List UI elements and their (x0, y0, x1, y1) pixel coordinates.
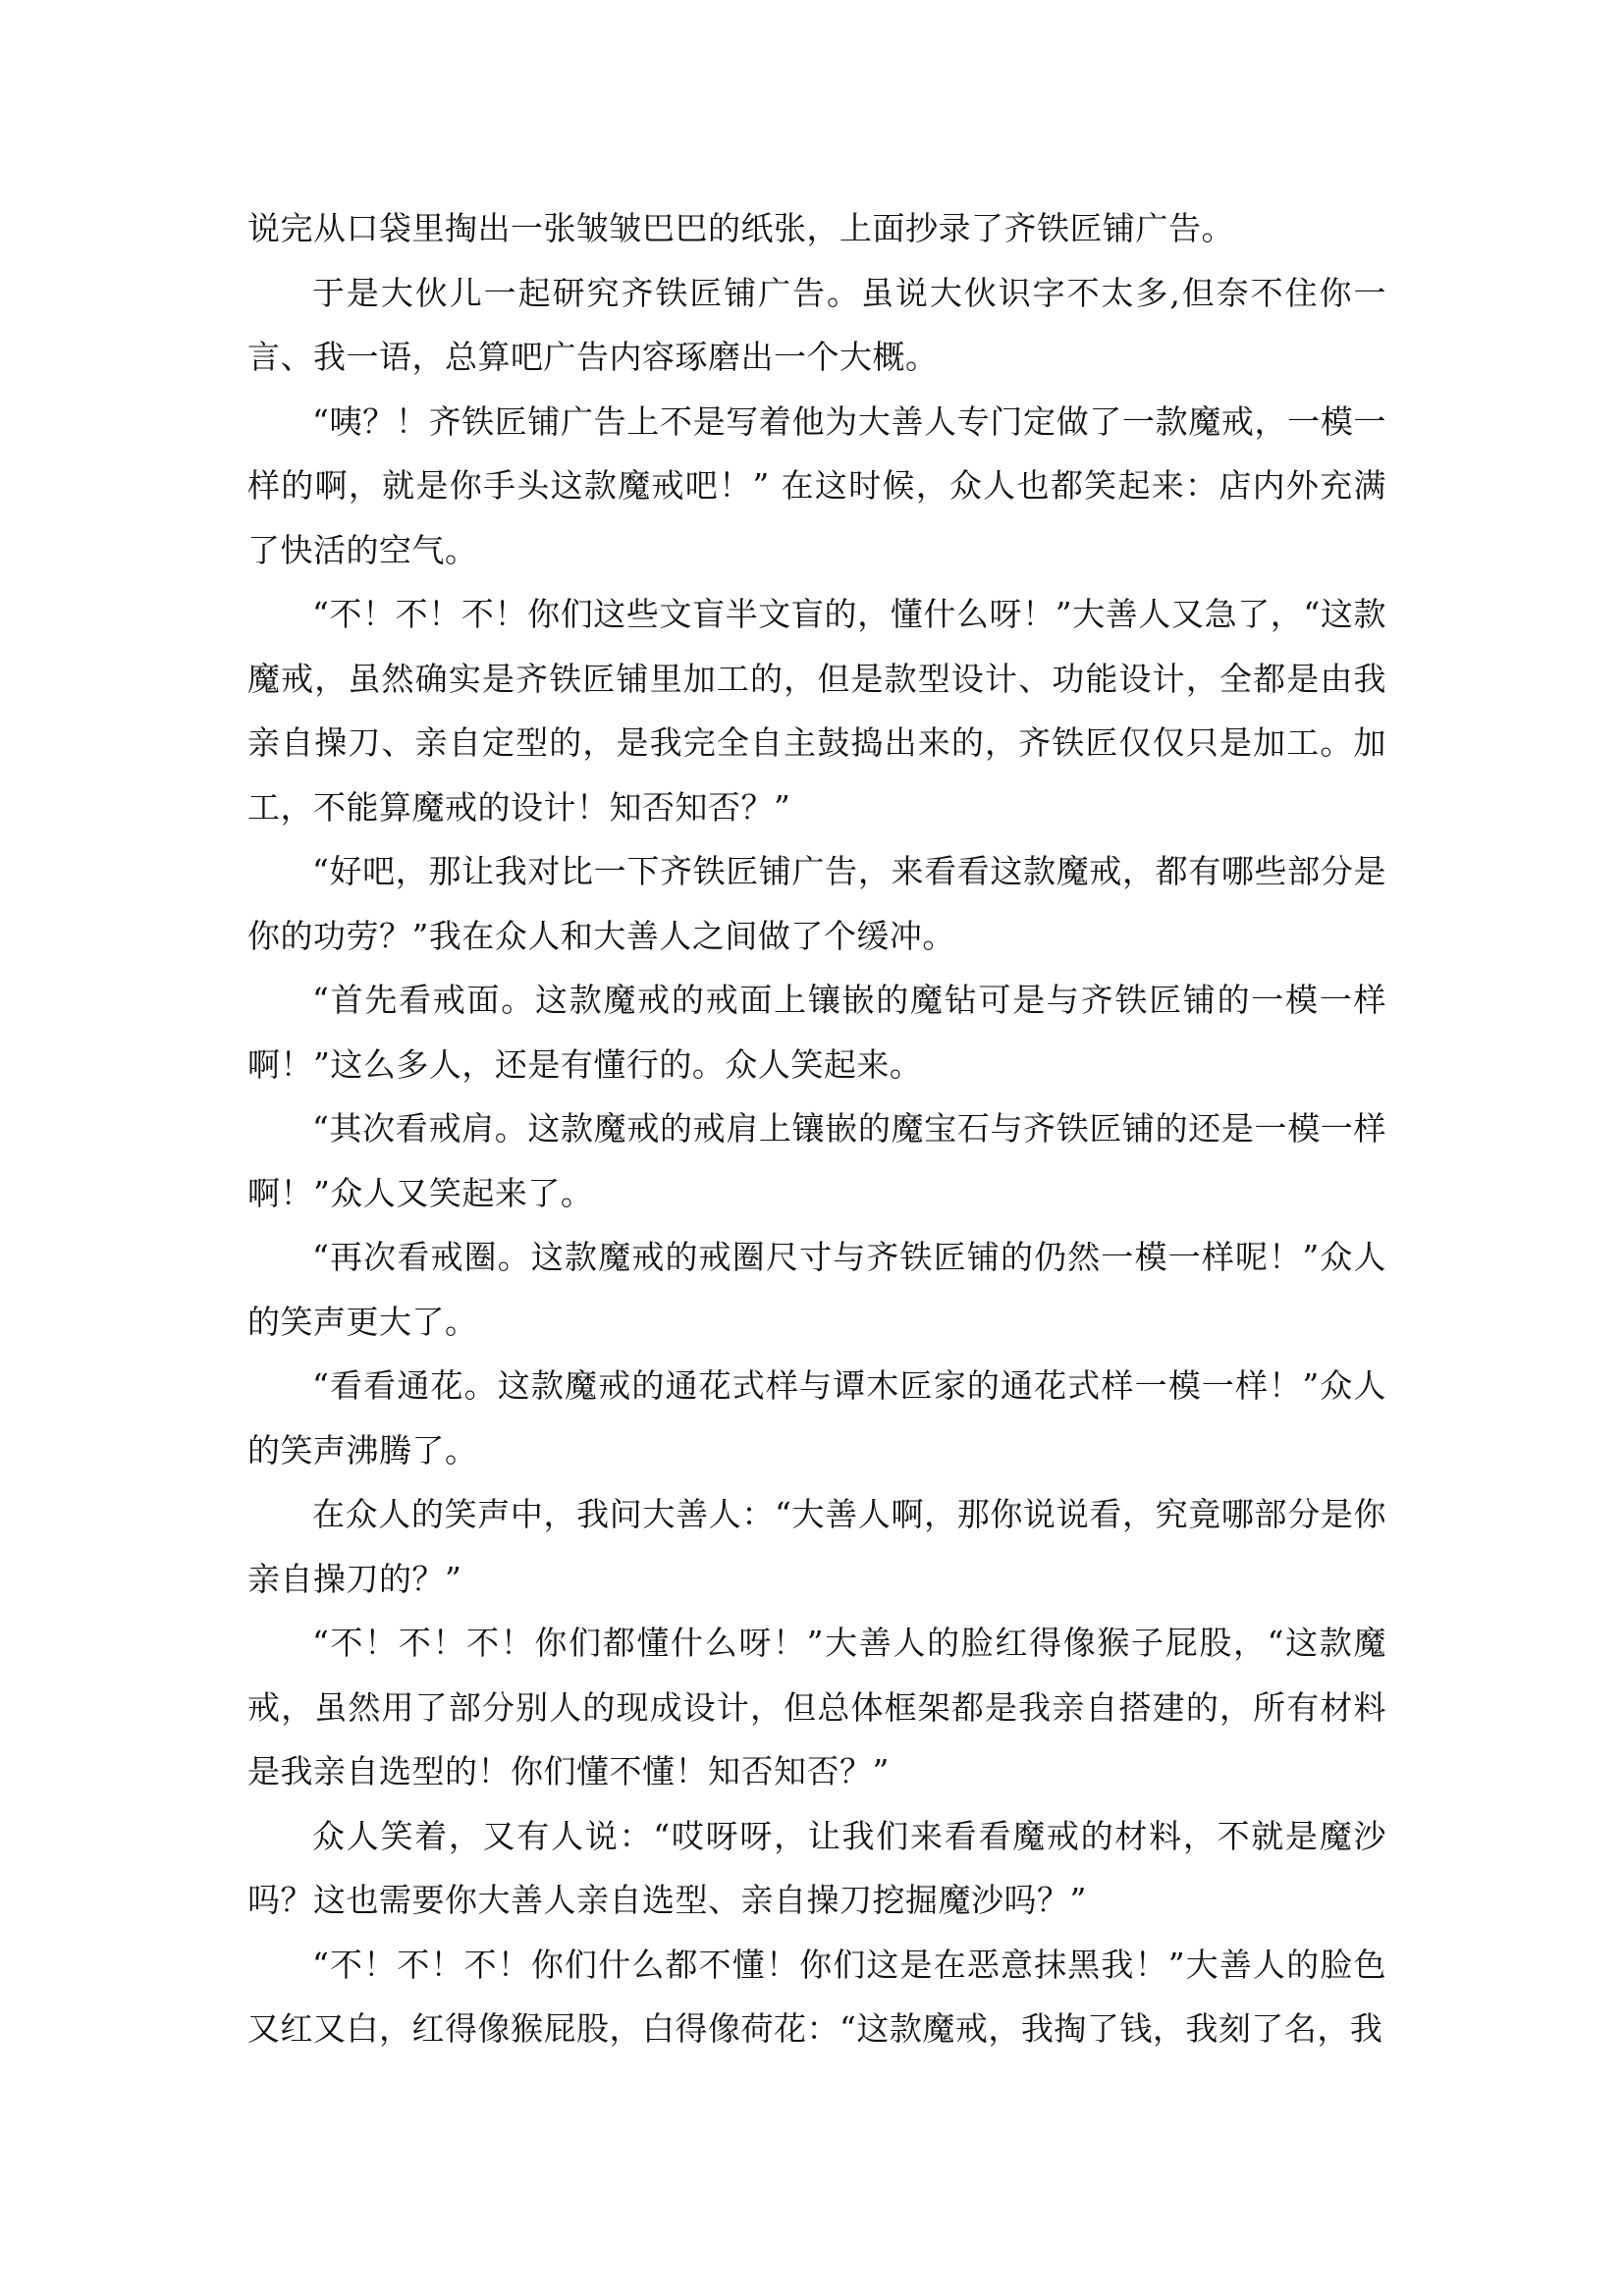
paragraph-11: “不！不！不！你们都懂什么呀！”大善人的脸红得像猴子屁股，“这款魔戒，虽然用了部分别人的现成设计，但总体框架都是我亲自搭建的，所有材料是我亲自选型的！你们懂不懂！知否知否？” (247, 1624, 1386, 1790)
paragraph-3: “咦？！齐铁匠铺广告上不是写着他为大善人专门定做了一款魔戒，一模一样的啊，就是你手头这款魔戒吧！” 在这时候，众人也都笑起来：店内外充满了快活的空气。 (247, 401, 1386, 569)
body-text (247, 196, 1386, 2061)
paragraph-12: 众人笑着，又有人说：“哎呀呀，让我们来看看魔戒的材料，不就是魔沙吗？这也需要你大善人亲自选型、亲自操刀挖掘魔沙吗？” (247, 1816, 1386, 1919)
paragraph-13: “不！不！不！你们什么都不懂！你们这是在恶意抹黑我！”大善人的脸色又红又白，红得像猴屁股，白得像荷花：“这款魔戒，我掏了钱，我刻了名，我 (247, 1945, 1386, 2048)
paragraph-5: “好吧，那让我对比一下齐铁匠铺广告，来看看这款魔戒，都有哪些部分是你的功劳？”我在众人和大善人之间做了个缓冲。 (247, 852, 1386, 955)
paragraph-4: “不！不！不！你们这些文盲半文盲的，懂什么呀！”大善人又急了，“这款魔戒，虽然确实是齐铁匠铺里加工的，但是款型设计、功能设计，全都是由我亲自操刀、亲自定型的，是我完全自主鼓捣出来的，齐铁匠仅仅只是加工。加工，不能算魔戒的设计！知否知否？” (247, 595, 1386, 827)
paragraph-8: “再次看戒圈。这款魔戒的戒圈尺寸与齐铁匠铺的仍然一模一样呢！”众人的笑声更大了。 (247, 1238, 1386, 1341)
paragraph-7: “其次看戒肩。这款魔戒的戒肩上镶嵌的魔宝石与齐铁匠铺的还是一模一样啊！”众人又笑起来了。 (247, 1109, 1386, 1212)
paragraph-10: 在众人的笑声中，我问大善人：“大善人啊，那你说说看，究竟哪部分是你亲自操刀的？” (247, 1495, 1386, 1598)
paragraph-6: “首先看戒面。这款魔戒的戒面上镶嵌的魔钻可是与齐铁匠铺的一模一样啊！”这么多人，还是有懂行的。众人笑起来。 (247, 981, 1386, 1084)
paragraph-1: 说完从口袋里掏出一张皱皱巴巴的纸张，上面抄录了齐铁匠铺广告。 (247, 209, 1234, 247)
paragraph-9: “看看通花。这款魔戒的通花式样与谭木匠家的通花式样一模一样！”众人的笑声沸腾了。 (247, 1366, 1386, 1469)
paragraph-2: 于是大伙儿一起研究齐铁匠铺广告。虽说大伙识字不太多,但奈不住你一言、我一语，总算吧广告内容琢磨出一个大概。 (247, 273, 1386, 376)
